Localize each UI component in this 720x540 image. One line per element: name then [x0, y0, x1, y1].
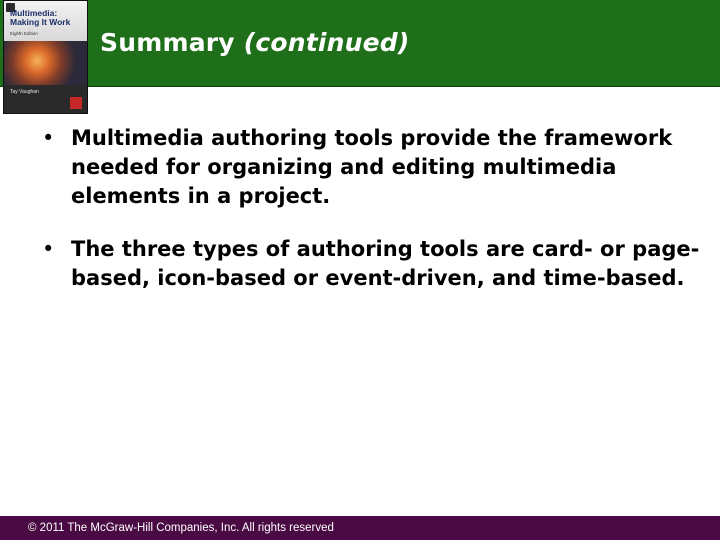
book-cover-edition: Eighth Edition	[10, 31, 38, 36]
bullet-item	[42, 124, 702, 211]
book-cover-author: Tay Vaughan	[10, 89, 39, 95]
bullet-text: The three types of authoring tools are card- or page-based, icon-based or event-driven, and time-based.	[71, 237, 700, 290]
copyright-text: © 2011 The McGraw-Hill Companies, Inc. All rights reserved	[28, 522, 334, 534]
footer-band	[0, 516, 720, 540]
bullet-item	[42, 235, 702, 293]
header-band	[0, 0, 720, 87]
slide-title	[100, 28, 410, 57]
book-cover-image	[3, 0, 88, 114]
bullet-text: Multimedia authoring tools provide the framework needed for organizing and editing multimedia elements in a project.	[71, 126, 673, 208]
bullet-list	[42, 124, 702, 317]
slide-title-italic: (continued)	[243, 28, 410, 57]
bullet-dot-icon: •	[42, 237, 55, 261]
publisher-badge-icon	[70, 97, 82, 109]
slide-title-main: Summary	[100, 28, 235, 57]
bullet-dot-icon: •	[42, 126, 55, 150]
book-cover-art	[4, 41, 87, 85]
book-cover-title: Multimedia: Making It Work	[10, 8, 71, 27]
